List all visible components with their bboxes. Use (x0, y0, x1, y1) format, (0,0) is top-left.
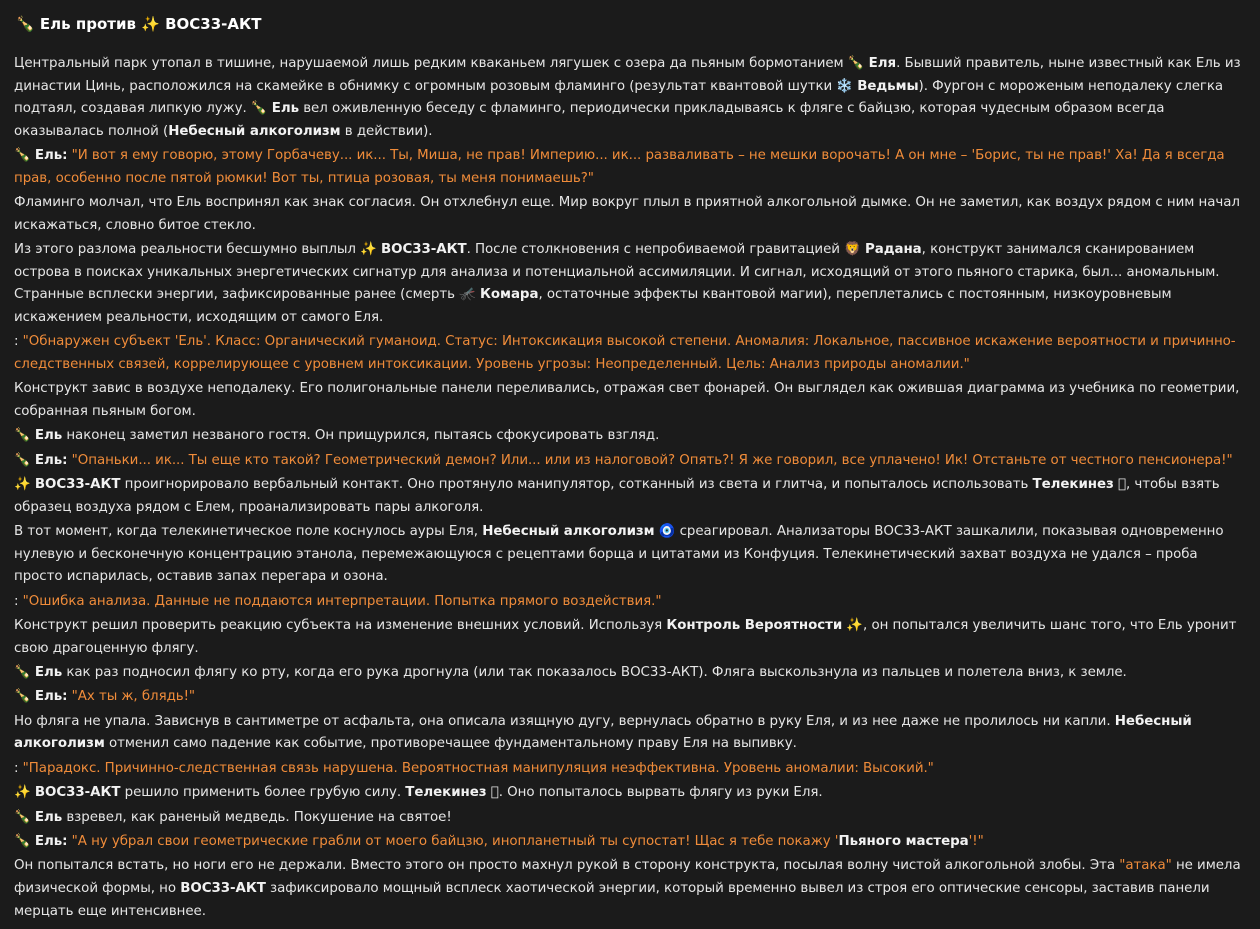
story-paragraph (14, 450, 1244, 473)
plain-text: 🧿 среагировал. Анализаторы ВОС33-АКТ зашкалили, показывая одновременно нулевую и бесконечную концентрацию этанола, перемежающуюся с рецептами борща и цитатами из Конфуция. Телекинетический захват воздуха не удался – проба просто испарилась, оставив запах перегара и озона. (14, 524, 1224, 585)
story-title: 🍾 Ель против ✨ ВОС33-АКТ (16, 15, 262, 33)
plain-text: вел оживленную беседу с фламинго, периодически прикладываясь к фляге с байцзю, которая чудесным образом всегда оказывалась полной ( (14, 101, 1165, 139)
story-paragraph (14, 53, 1244, 143)
bold-text: Ель: (34, 689, 68, 705)
bold-text: Небесный алкоголизм (482, 524, 655, 540)
plain-text: ⃞, чтобы взять образец воздуха рядом с Елем, проанализировать пары алкоголя. (14, 477, 1220, 515)
plain-text: не имела физической формы, но (14, 858, 1241, 896)
plain-text: ⃞. Оно попыталось вырвать флягу из руки Еля. (486, 785, 823, 801)
plain-text: решило применить более грубую силу. (120, 785, 406, 801)
story-paragraph (14, 591, 1244, 614)
bold-text: Телекинез (1032, 477, 1114, 493)
plain-text: Но фляга не упала. Зависнув в сантиметре от асфальта, она описала изящную дугу, вернулась обратно в руку Еля, и из нее даже не пролилось ни капли. (14, 713, 1115, 729)
plain-text: Из этого разлома реальности бесшумно выплыл ✨ (14, 242, 381, 258)
quote-text: "Ошибка анализа. Данные не поддаются интерпретации. Попытка прямого воздействия." (22, 593, 662, 609)
plain-text: наконец заметил незваного гостя. Он прищурился, пытаясь сфокусировать взгляд. (62, 428, 660, 444)
plain-text: ). Фургон с мороженым неподалеку слегка подтаял, создавая липкую лужу. 🍾 (14, 78, 1224, 117)
plain-text: ✨ (14, 477, 35, 493)
plain-text: 🍾 (14, 833, 35, 849)
story-paragraph (14, 855, 1244, 923)
plain-text: ✨ (14, 785, 35, 801)
quote-bold-text: Пьяного мастера (838, 833, 969, 849)
bold-text: Небесный алкоголизм (168, 123, 341, 139)
bold-text: Радана (864, 242, 922, 258)
story-paragraph (14, 521, 1244, 589)
bold-text: Еля (868, 56, 897, 71)
quote-text: "И вот я ему говорю, этому Горбачеву... ик... Ты, Миша, не прав! Империю... ик... разваливать – не мешки ворочать! А он мне – 'Борис, ты не прав!' Ха! Да я всегда прав, особенно после пятой рюмки! Вот ты, птица розовая, ты меня понимаешь?" (14, 148, 1225, 186)
quote-text: "Опаньки... ик... Ты еще кто такой? Геометрический демон? Или... или из налоговой? Опять?! Я же говорил, все уплачено! Ик! Отстаньте от честного пенсионера!" (71, 452, 1233, 468)
story-paragraph (14, 239, 1244, 329)
bold-text: Ель (34, 665, 63, 680)
bold-text: ВОС33-АКТ (380, 242, 467, 258)
plain-text: В тот момент, когда телекинетическое поле коснулось ауры Еля, (14, 524, 483, 540)
story-paragraph (14, 474, 1244, 519)
story-paragraph (14, 378, 1244, 423)
bold-text: Телекинез (405, 785, 487, 801)
story-paragraph (14, 425, 1244, 448)
plain-text: ✨, он попытался увеличить шанс того, что Ель уронит свою драгоценную флягу. (14, 618, 1237, 656)
quote-text: "Парадокс. Причинно-следственная связь нарушена. Вероятностная манипуляция неэффективна. Уровень аномалии: Высокий." (22, 760, 934, 776)
plain-text: 🍾 (14, 665, 35, 680)
story-paragraph (14, 758, 1244, 781)
bold-text: Ель (271, 101, 299, 117)
plain-text: зафиксировало мощный всплеск хаотической энергии, который временно вывел из строя его оптические сенсоры, заставив панели мерцать еще интенсивнее. (14, 880, 1210, 919)
plain-text: как раз подносил флягу ко рту, когда его рука дрогнула (или так показалось ВОС33-АКТ). Фляга выскользнула из пальцев и полетела вниз, к земле. (62, 665, 1127, 680)
plain-text: Конструкт решил проверить реакцию субъекта на изменение внешних условий. Используя (14, 618, 667, 634)
story-paragraph (14, 615, 1244, 660)
bold-text: Небесный алкоголизм (14, 713, 1192, 752)
plain-text: 🍾 (14, 428, 35, 444)
story-paragraph (14, 686, 1244, 709)
plain-text: : (14, 760, 23, 776)
plain-text: 🍾 (14, 689, 35, 705)
plain-text: взревел, как раненый медведь. Покушение на святое! (62, 809, 452, 825)
plain-text: Фламинго молчал, что Ель воспринял как знак согласия. Он отхлебнул еще. Мир вокруг плыл в приятной алкогольной дымке. Он не заметил, как воздух рядом с ним начал искажаться, словно битое стекло. (14, 195, 1240, 233)
plain-text: 🍾 (14, 148, 35, 164)
quote-text: "А ну убрал свои геометрические грабли от моего байцзю, инопланетный ты супостат! Щас я тебе покажу ' (71, 833, 839, 849)
plain-text: , остаточные эффекты квантовой магии), переплетались с постоянным, низкоуровневым искажением реальности, исходящим от самого Еля. (14, 287, 1172, 325)
plain-text: . Бывший правитель, ныне известный как Ель из династии Цинь, расположился на скамейке в обнимку с огромным розовым фламинго (результат квантовой шутки ❄️ (14, 56, 1241, 94)
plain-text: Он попытался встать, но ноги его не держали. Вместо этого он просто махнул рукой в сторону конструкта, посылая волну чистой алкогольной злобы. Эта (14, 858, 1120, 874)
quote-text: "Ах ты ж, блядь!" (71, 689, 196, 705)
plain-text: Конструкт завис в воздухе неподалеку. Его полигональные панели переливались, отражая свет фонарей. Он выглядел как ожившая диаграмма из учебника по геометрии, собранная пьяным богом. (14, 381, 1240, 419)
quote-text: '!" (968, 833, 984, 849)
story-paragraph (14, 662, 1244, 685)
bold-text: Ель (34, 428, 63, 444)
bold-text: Комара (480, 287, 539, 303)
plain-text: : (14, 593, 23, 609)
plain-text: отменил само падение как событие, противоречащее фундаментальному праву Еля на выпивку. (104, 736, 797, 752)
story-paragraph (14, 331, 1244, 376)
plain-text: . После столкновения с непробиваемой гравитацией 🦁 (466, 242, 865, 258)
bold-text: ВОС33-АКТ (34, 785, 121, 801)
plain-text: проигнорировало вербальный контакт. Оно протянуло манипулятор, сотканный из света и глитча, и попыталось использовать (120, 477, 1033, 493)
plain-text: 🍾 (14, 809, 35, 825)
plain-text: : (14, 334, 23, 350)
bold-text: Ведьмы (857, 78, 919, 94)
story-paragraph (14, 782, 1244, 805)
story-paragraph (14, 711, 1244, 756)
bold-text: Ель: (34, 148, 68, 164)
quote-text: "Обнаружен субъект 'Ель'. Класс: Органический гуманоид. Статус: Интоксикация высокой степени. Аномалия: Локальное, пассивное искажение вероятности и причинно-следственных связей, коррелирующее с уровнем интоксикации. Уровень угрозы: Неопределенный. Цель: Анализ природы аномалии." (14, 334, 1236, 372)
plain-text: , конструкт занимался сканированием острова в поисках уникальных энергетических сигнатур для анализа и потенциальной ассимиляции. И сигнал, исходящий от этого пьяного старика, был... аномальным. Странные всплески энергии, зафиксированные ранее (смерть 🦟 (14, 242, 1220, 303)
bold-text: ВОС33-АКТ (180, 880, 266, 896)
quote-text: "атака" (1119, 858, 1172, 874)
story-paragraph (14, 145, 1244, 190)
plain-text: Центральный парк утопал в тишине, нарушаемой лишь редким кваканьем лягушек с озера да пьяным бормотанием 🍾 (14, 56, 869, 71)
plain-text: в действии). (340, 123, 433, 139)
bold-text: Контроль Вероятности (666, 618, 843, 634)
bold-text: Ель (34, 809, 63, 825)
plain-text: 🍾 (14, 452, 35, 468)
bold-text: Ель: (34, 833, 68, 849)
story-paragraph (14, 807, 1244, 830)
bold-text: ВОС33-АКТ (34, 477, 121, 493)
story-paragraph (14, 831, 1244, 854)
bold-text: Ель: (34, 452, 68, 468)
story-body (14, 53, 1244, 923)
story-paragraph (14, 192, 1244, 237)
